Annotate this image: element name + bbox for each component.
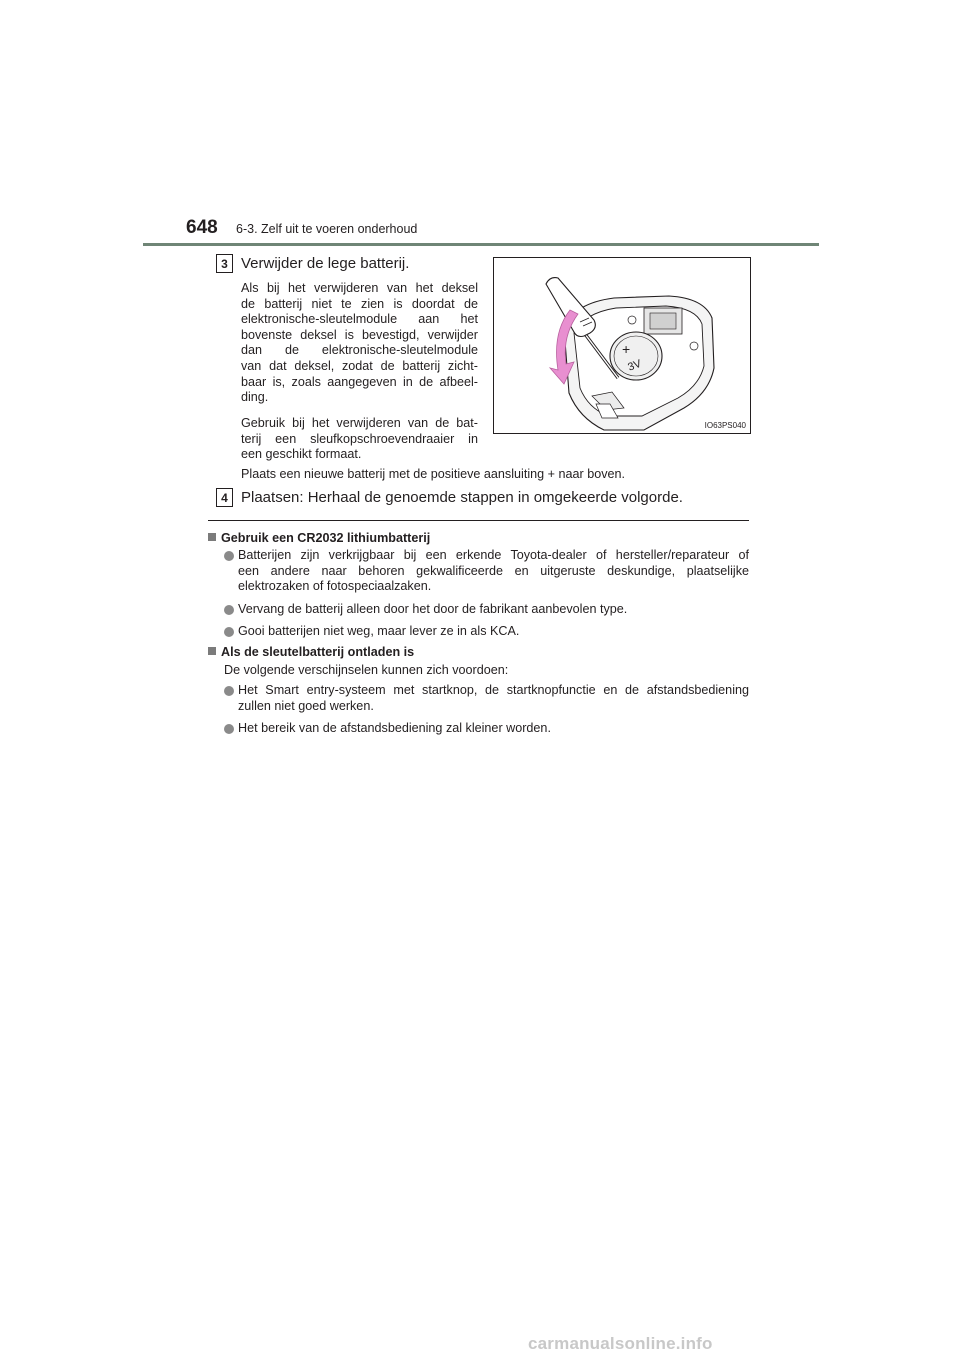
text-line: een geschikt formaat. bbox=[241, 447, 362, 462]
text-line: ding. bbox=[241, 390, 269, 405]
note-bullet-disposal: Gooi batterijen niet weg, maar lever ze in als KCA. bbox=[238, 624, 520, 638]
note-heading-text: Gebruik een CR2032 lithiumbatterij bbox=[221, 531, 431, 545]
key-battery-figure bbox=[493, 257, 751, 434]
note-bullet-availability bbox=[238, 548, 749, 595]
text-line: Gebruik bij het verwijderen van de bat- bbox=[241, 416, 478, 430]
text-line: dan de elektronische-sleutelmodule bbox=[241, 343, 478, 358]
step-3-paragraph-3: Plaats een nieuwe batterij met de positieve aansluiting + naar boven. bbox=[241, 467, 626, 481]
text-line: baar is, zoals aangegeven in de afbeel- bbox=[241, 374, 478, 389]
step-4-title: Plaatsen: Herhaal de genoemde stappen in omgekeerde volgorde. bbox=[241, 489, 683, 506]
step-3-paragraph-1 bbox=[241, 281, 478, 406]
footer-watermark: carmanualsonline.info bbox=[528, 1334, 713, 1353]
text-line: elektronische-sleutelmodule aan het bbox=[241, 312, 478, 327]
bullet-icon bbox=[224, 627, 234, 637]
step-3-paragraph-2 bbox=[241, 416, 478, 463]
battery-label: 3V bbox=[626, 357, 644, 374]
text-line: de batterij niet te zien is doordat de bbox=[241, 296, 478, 311]
section-divider bbox=[208, 520, 749, 521]
text-line: bovenste deksel is bevestigd, verwijder bbox=[241, 327, 478, 342]
text-line: terij een sleufkopschroevendraaier in bbox=[241, 431, 478, 446]
figure-code: IO63PS040 bbox=[704, 421, 746, 430]
heading-square-icon bbox=[208, 533, 216, 541]
note-bullet-range: Het bereik van de afstandsbediening zal kleiner worden. bbox=[238, 721, 551, 735]
header-rule bbox=[143, 243, 819, 246]
note-heading-battery-low bbox=[208, 645, 414, 661]
text-line: een andere naar behoren gekwalificeerde en uitgeruste deskundige, plaatselijke bbox=[238, 563, 749, 578]
battery-plus: + bbox=[622, 341, 631, 357]
step-3-title: Verwijder de lege batterij. bbox=[241, 255, 410, 272]
bullet-icon bbox=[224, 551, 234, 561]
key-battery-illustration bbox=[494, 258, 750, 433]
bullet-icon bbox=[224, 605, 234, 615]
text-line: elektrozaken of fotospeciaalzaken. bbox=[238, 579, 432, 594]
bullet-icon bbox=[224, 686, 234, 696]
text-line: zullen niet goed werken. bbox=[238, 698, 374, 713]
heading-square-icon bbox=[208, 647, 216, 655]
step-4-marker: 4 bbox=[216, 488, 233, 507]
bullet-icon bbox=[224, 724, 234, 734]
step-3-marker: 3 bbox=[216, 254, 233, 273]
note-heading-text: Als de sleutelbatterij ontladen is bbox=[221, 645, 415, 659]
note-intro: De volgende verschijnselen kunnen zich voordoen: bbox=[224, 663, 509, 677]
note-bullet-replacement-type: Vervang de batterij alleen door het door de fabrikant aanbevolen type. bbox=[238, 602, 628, 616]
text-line: Het Smart entry-systeem met startknop, de startknopfunctie en de afstandsbediening bbox=[238, 683, 749, 697]
note-heading-battery-type bbox=[208, 531, 430, 547]
section-title: 6-3. Zelf uit te voeren onderhoud bbox=[236, 222, 418, 236]
text-line: Batterijen zijn verkrijgbaar bij een erkende Toyota-dealer of hersteller/reparateur of bbox=[238, 548, 749, 562]
page-number: 648 bbox=[186, 217, 218, 238]
note-bullet-smart-entry bbox=[238, 683, 749, 714]
text-line: van dat deksel, zodat de batterij zicht- bbox=[241, 358, 478, 373]
text-line: Als bij het verwijderen van het deksel bbox=[241, 281, 478, 295]
